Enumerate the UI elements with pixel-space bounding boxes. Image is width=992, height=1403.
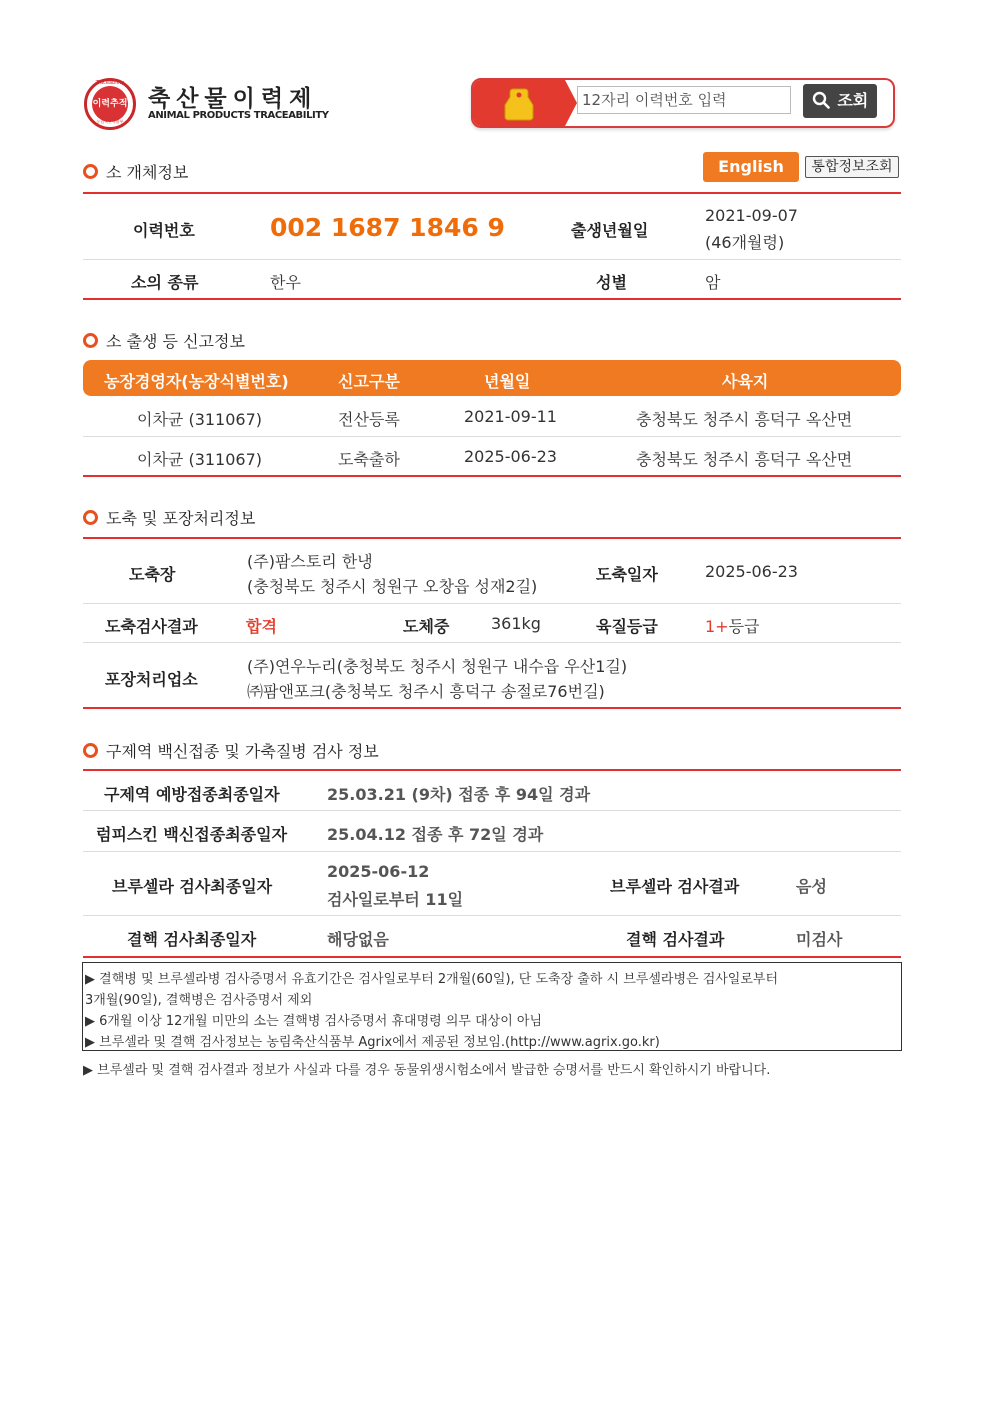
integrated-info-button[interactable]: 통합정보조회 — [805, 156, 899, 178]
birth-age-value: (46개월령) — [705, 233, 785, 252]
table-cell-owner: 이차균 (311067) — [137, 450, 263, 469]
section-disease-title — [83, 739, 379, 762]
notice-line-2 — [85, 1010, 542, 1029]
brucella-date-value: 2025-06-12 — [327, 862, 430, 881]
ear-tag-icon — [501, 87, 537, 125]
trace-search-bar — [471, 78, 895, 128]
quality-grade-value — [705, 614, 760, 637]
table-cell-type: 전산등록 — [338, 410, 400, 429]
trace-number-input[interactable] — [577, 86, 791, 114]
divider — [83, 537, 901, 539]
section-cattle-info-title — [83, 160, 188, 183]
divider — [83, 707, 901, 709]
logo-center-text: 이력추적 — [92, 86, 128, 122]
traceability-logo — [84, 78, 136, 130]
slaughter-date-label: 도축일자 — [596, 565, 658, 584]
row-divider — [83, 915, 901, 916]
row-divider — [83, 603, 901, 604]
trace-number-value: 002 1687 1846 9 — [270, 213, 505, 242]
search-button[interactable] — [803, 84, 877, 118]
trace-number-label: 이력번호 — [133, 221, 195, 240]
search-banner-arrow — [565, 80, 577, 126]
table-cell-location: 충청북도 청주시 흥덕구 옥산면 — [636, 450, 853, 469]
divider — [83, 192, 901, 194]
quality-grade-label: 육질등급 — [596, 617, 658, 636]
row-divider — [83, 851, 901, 852]
bullet-icon: ▶ — [85, 1035, 95, 1050]
inspection-label: 도축검사결과 — [105, 617, 198, 636]
table-cell-date: 2025-06-23 — [464, 447, 557, 466]
slaughterhouse-label: 도축장 — [129, 565, 176, 584]
divider — [83, 475, 901, 477]
notice-line-3 — [85, 1031, 660, 1050]
fmd-vaccine-label: 구제역 예방접종최종일자 — [104, 785, 280, 804]
brand-title: 축산물이력제 — [148, 86, 318, 112]
footer-notice-text: 브루셀라 및 결핵 검사결과 정보가 사실과 다를 경우 동물위생시험소에서 발급한 승명서를 반드시 확인하시기 바랍니다. — [97, 1063, 771, 1078]
notice-text: 브루셀라 및 결핵 검사정보는 농림축산식품부 Agrix에서 제공된 정보임.(http://www.agrix.go.kr) — [99, 1035, 660, 1050]
table-cell-owner: 이차균 (311067) — [137, 410, 263, 429]
section-bullet-icon — [83, 333, 98, 348]
table-cell-type: 도축출하 — [338, 450, 400, 469]
fmd-vaccine-value: 25.03.21 (9차) 접종 후 94일 경과 — [327, 785, 591, 804]
tb-result-value: 미검사 — [796, 930, 843, 949]
logo-top-text: Traceability — [95, 80, 125, 86]
bullet-icon: ▶ — [85, 1014, 95, 1029]
brucella-result-label: 브루셀라 검사결과 — [610, 877, 740, 896]
search-icon — [812, 91, 838, 110]
grade-prefix: 1+ — [705, 617, 729, 636]
divider — [83, 769, 901, 771]
row-divider — [83, 436, 901, 437]
breed-value: 한우 — [270, 273, 301, 292]
slaughterhouse-name: (주)팜스토리 한냉 — [247, 552, 373, 571]
grade-suffix: 등급 — [728, 617, 760, 636]
tb-result-label: 결핵 검사결과 — [626, 930, 725, 949]
table-cell-location: 충청북도 청주시 흥덕구 옥산면 — [636, 410, 853, 429]
birth-date-value: 2021-09-07 — [705, 206, 798, 225]
notice-line-1 — [85, 968, 778, 987]
divider — [83, 298, 901, 300]
header-farm-owner: 농장경영자(농장식별번호) — [104, 372, 289, 391]
packer-line-2: ㈜팜앤포크(충청북도 청주시 흥덕구 송절로76번길) — [247, 682, 605, 701]
section-slaughter-title — [83, 506, 255, 529]
header-location: 사육지 — [722, 372, 769, 391]
table-cell-date: 2021-09-11 — [464, 407, 557, 426]
section-title-text: 도축 및 포장처리정보 — [106, 509, 256, 528]
row-divider — [83, 259, 901, 260]
footer-notice — [83, 1059, 770, 1078]
section-birth-report-title — [83, 329, 245, 352]
sex-label: 성별 — [596, 273, 627, 292]
bullet-icon: ▶ — [83, 1063, 93, 1078]
breed-label: 소의 종류 — [131, 273, 199, 292]
packer-label: 포장처리업소 — [105, 670, 198, 689]
brucella-elapsed-value: 검사일로부터 11일 — [327, 890, 464, 909]
notice-line-1b: 3개월(90일), 결핵병은 검사증명서 제외 — [85, 993, 313, 1008]
divider — [83, 956, 901, 958]
slaughterhouse-address: (충청북도 청주시 청원구 오창읍 성재2길) — [247, 577, 538, 596]
brucella-result-value: 음성 — [796, 877, 827, 896]
sex-value: 암 — [705, 273, 721, 292]
lumpy-vaccine-value: 25.04.12 접종 후 72일 경과 — [327, 825, 544, 844]
header-report-type: 신고구분 — [338, 372, 400, 391]
section-title-text: 구제역 백신접종 및 가축질병 검사 정보 — [106, 742, 379, 761]
row-divider — [83, 642, 901, 643]
section-bullet-icon — [83, 510, 98, 525]
bullet-icon: ▶ — [85, 972, 95, 987]
tb-date-label: 결핵 검사최종일자 — [127, 930, 257, 949]
slaughter-date-value: 2025-06-23 — [705, 562, 798, 581]
carcass-weight-label: 도체중 — [403, 617, 450, 636]
section-title-text: 소 개체정보 — [106, 163, 189, 182]
birth-date-label: 출생년월일 — [571, 221, 649, 240]
section-title-text: 소 출생 등 신고정보 — [106, 332, 245, 351]
header-date: 년월일 — [484, 372, 531, 391]
notice-text: 6개월 이상 12개월 미만의 소는 결핵병 검사증명서 휴대명령 의무 대상이 아님 — [99, 1014, 543, 1029]
carcass-weight-value: 361kg — [491, 614, 541, 633]
lumpy-vaccine-label: 럼피스킨 백신접종최종일자 — [96, 825, 288, 844]
section-bullet-icon — [83, 743, 98, 758]
english-button[interactable]: English — [703, 152, 799, 182]
brand-subtitle: ANIMAL PRODUCTS TRACEABILITY — [148, 110, 329, 121]
tb-date-value: 해당없음 — [327, 930, 389, 949]
section-bullet-icon — [83, 164, 98, 179]
search-button-label: 조회 — [837, 91, 869, 110]
brucella-date-label: 브루셀라 검사최종일자 — [112, 877, 273, 896]
packer-line-1: (주)연우누리(충청북도 청주시 청원구 내수읍 우산1길) — [247, 657, 628, 676]
row-divider — [83, 810, 901, 811]
inspection-result: 합격 — [246, 617, 277, 636]
notice-text: 결핵병 및 브루셀라병 검사증명서 유효기간은 검사일로부터 2개월(60일), 단 도축장 출하 시 브루셀라병은 검사일로부터 — [99, 972, 779, 987]
logo-bottom-text: 농림축산식품부 — [96, 119, 124, 124]
